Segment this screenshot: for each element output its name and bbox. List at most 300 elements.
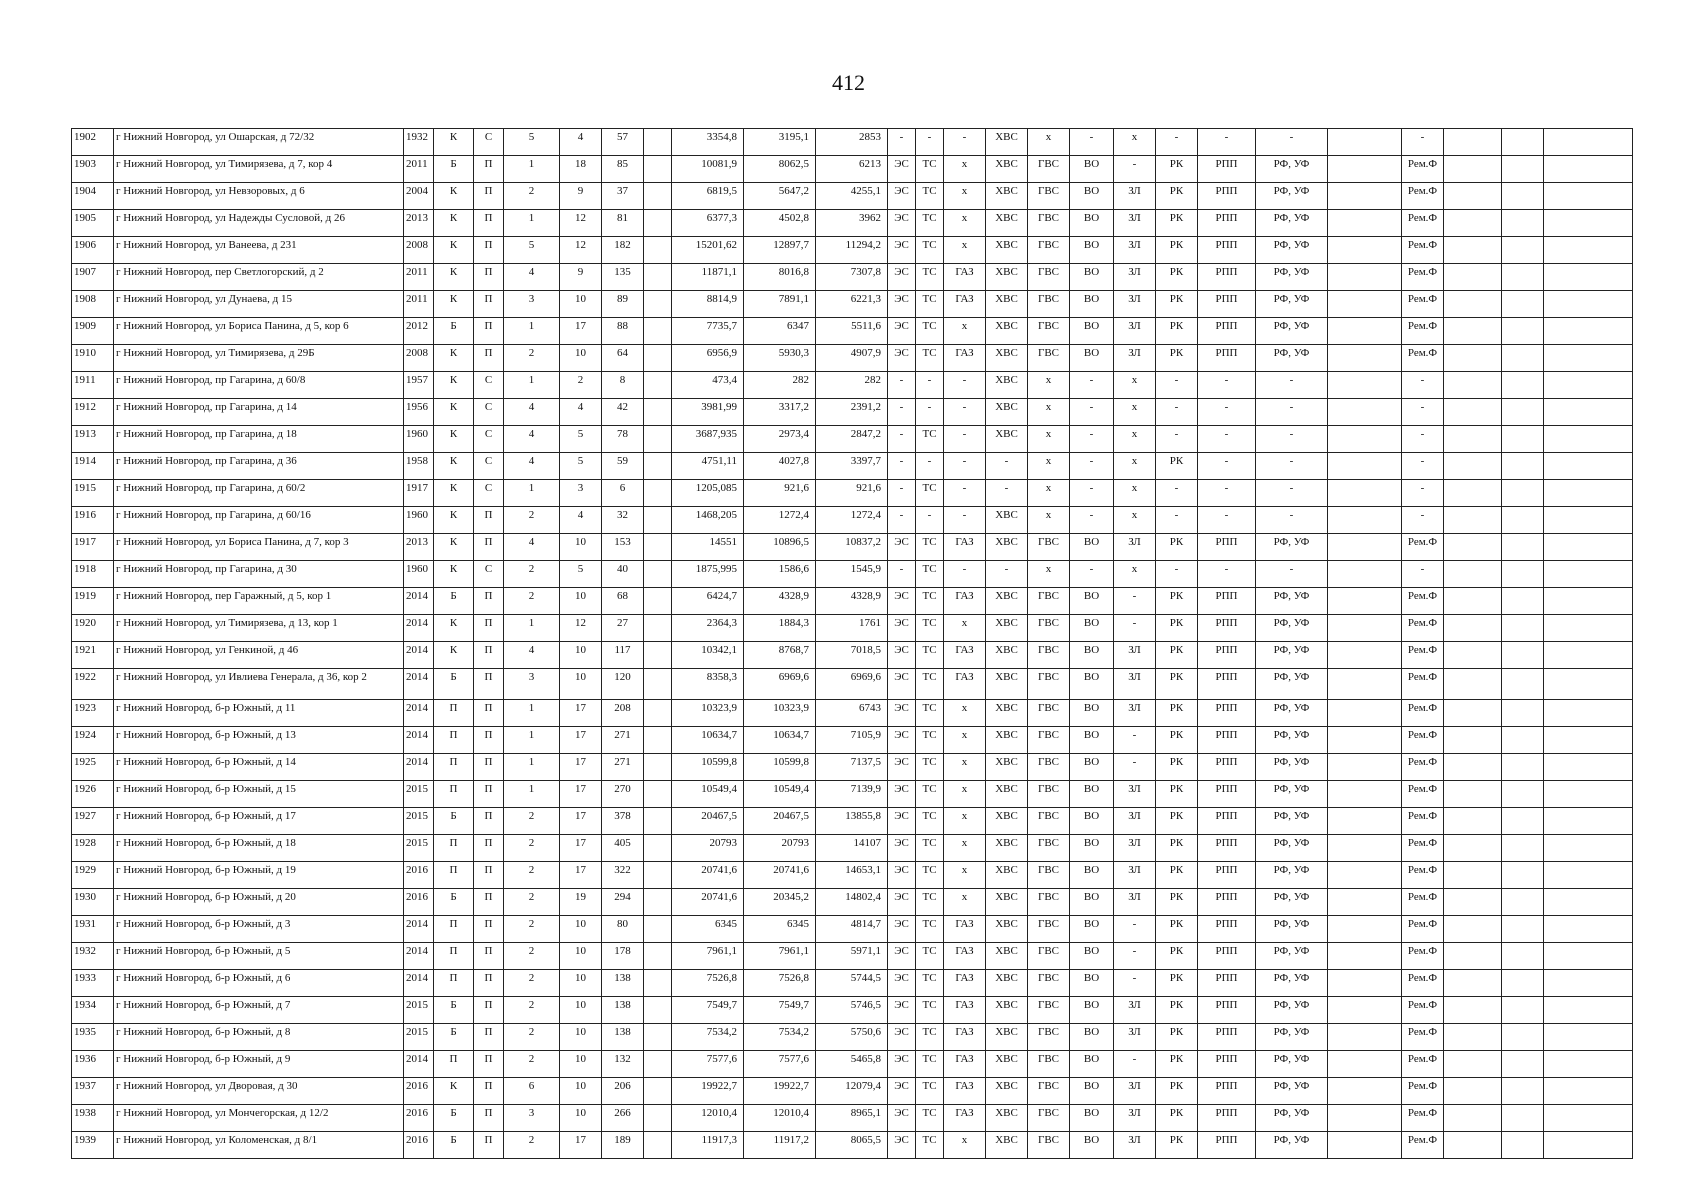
table-cell	[1444, 210, 1502, 237]
table-cell: 5750,6	[816, 1024, 888, 1051]
table-cell: 1	[504, 700, 560, 727]
table-cell: 4751,11	[672, 453, 744, 480]
table-cell	[1544, 1078, 1633, 1105]
table-cell	[1444, 889, 1502, 916]
table-cell: РК	[1156, 781, 1198, 808]
table-cell: П	[474, 1051, 504, 1078]
table-cell: ГАЗ	[944, 534, 986, 561]
table-row	[72, 318, 1633, 345]
table-cell: ЭС	[888, 835, 916, 862]
table-cell: ЗЛ	[1114, 1078, 1156, 1105]
table-cell: х	[944, 889, 986, 916]
table-cell: РФ, УФ	[1256, 808, 1328, 835]
table-cell: Рем.Ф	[1402, 345, 1444, 372]
table-cell: 1932	[72, 943, 114, 970]
table-cell: ХВС	[986, 156, 1028, 183]
table-cell: г Нижний Новгород, ул Ванеева, д 231	[114, 237, 404, 264]
table-cell: ГВС	[1028, 642, 1070, 669]
table-cell: 2014	[404, 727, 434, 754]
table-cell: 5465,8	[816, 1051, 888, 1078]
table-cell: х	[1114, 372, 1156, 399]
table-cell: РК	[1156, 345, 1198, 372]
table-cell: -	[986, 453, 1028, 480]
table-cell: ВО	[1070, 669, 1114, 700]
table-cell: 12079,4	[816, 1078, 888, 1105]
table-cell	[644, 129, 672, 156]
table-cell: П	[474, 156, 504, 183]
table-cell: -	[888, 372, 916, 399]
table-cell: 138	[602, 1024, 644, 1051]
table-cell: -	[1156, 129, 1198, 156]
table-cell	[1502, 943, 1544, 970]
table-cell: ВО	[1070, 318, 1114, 345]
table-cell: ВО	[1070, 642, 1114, 669]
table-cell: 6969,6	[816, 669, 888, 700]
table-cell: 3	[504, 1105, 560, 1132]
table-cell	[1502, 642, 1544, 669]
table-cell: П	[474, 943, 504, 970]
table-cell: ХВС	[986, 997, 1028, 1024]
table-row	[72, 727, 1633, 754]
table-cell: 7961,1	[672, 943, 744, 970]
table-cell: г Нижний Новгород, б-р Южный, д 3	[114, 916, 404, 943]
table-cell	[1328, 835, 1402, 862]
table-cell: 5744,5	[816, 970, 888, 997]
table-cell	[1502, 970, 1544, 997]
table-cell: 4	[560, 507, 602, 534]
table-cell: 7577,6	[672, 1051, 744, 1078]
table-cell: ГВС	[1028, 237, 1070, 264]
table-cell: х	[944, 754, 986, 781]
table-cell: Рем.Ф	[1402, 997, 1444, 1024]
table-cell	[1502, 781, 1544, 808]
table-cell: 7549,7	[744, 997, 816, 1024]
table-cell: П	[434, 970, 474, 997]
table-cell: ВО	[1070, 1024, 1114, 1051]
table-cell: -	[1198, 480, 1256, 507]
table-cell: П	[434, 727, 474, 754]
table-cell: -	[1402, 372, 1444, 399]
table-cell: г Нижний Новгород, ул Мончегорская, д 12/2	[114, 1105, 404, 1132]
table-cell	[1544, 970, 1633, 997]
table-cell	[1544, 727, 1633, 754]
table-cell: РПП	[1198, 1105, 1256, 1132]
table-cell: -	[944, 129, 986, 156]
table-cell	[1444, 835, 1502, 862]
table-cell: 282	[816, 372, 888, 399]
table-cell: ТС	[916, 835, 944, 862]
table-cell	[1502, 399, 1544, 426]
table-cell: РПП	[1198, 997, 1256, 1024]
table-cell: РФ, УФ	[1256, 345, 1328, 372]
table-cell: ГВС	[1028, 534, 1070, 561]
table-cell: 1930	[72, 889, 114, 916]
table-cell: Рем.Ф	[1402, 781, 1444, 808]
table-cell: ВО	[1070, 808, 1114, 835]
table-cell: 10	[560, 669, 602, 700]
table-cell: 88	[602, 318, 644, 345]
table-cell: ЭС	[888, 997, 916, 1024]
table-cell: ТС	[916, 426, 944, 453]
table-cell: г Нижний Новгород, ул Тимирязева, д 7, кор 4	[114, 156, 404, 183]
table-cell: 1	[504, 615, 560, 642]
table-cell: г Нижний Новгород, б-р Южный, д 11	[114, 700, 404, 727]
table-cell: 2	[504, 183, 560, 210]
table-cell: 1921	[72, 642, 114, 669]
table-cell: ГВС	[1028, 615, 1070, 642]
table-cell: 8	[602, 372, 644, 399]
table-cell	[1502, 264, 1544, 291]
table-cell: 10549,4	[672, 781, 744, 808]
table-cell: ЭС	[888, 669, 916, 700]
table-cell: г Нижний Новгород, б-р Южный, д 8	[114, 1024, 404, 1051]
table-cell: Рем.Ф	[1402, 916, 1444, 943]
table-cell: ГВС	[1028, 264, 1070, 291]
table-cell	[1444, 943, 1502, 970]
table-cell: Рем.Ф	[1402, 318, 1444, 345]
table-cell: 6213	[816, 156, 888, 183]
table-cell: РПП	[1198, 318, 1256, 345]
table-cell: ЗЛ	[1114, 318, 1156, 345]
table-cell	[1502, 997, 1544, 1024]
table-cell: П	[434, 862, 474, 889]
table-cell: 2015	[404, 781, 434, 808]
table-cell: 1919	[72, 588, 114, 615]
table-cell: 8814,9	[672, 291, 744, 318]
table-row	[72, 862, 1633, 889]
table-cell: РФ, УФ	[1256, 183, 1328, 210]
table-cell: 2014	[404, 700, 434, 727]
table-cell: 4907,9	[816, 345, 888, 372]
table-cell: РФ, УФ	[1256, 588, 1328, 615]
table-cell: РФ, УФ	[1256, 318, 1328, 345]
table-cell: 10837,2	[816, 534, 888, 561]
table-cell: 6819,5	[672, 183, 744, 210]
table-cell: 1917	[404, 480, 434, 507]
table-cell: -	[1070, 561, 1114, 588]
table-cell: -	[944, 453, 986, 480]
table-cell: 132	[602, 1051, 644, 1078]
table-cell: 10	[560, 1051, 602, 1078]
table-cell	[1328, 916, 1402, 943]
table-row	[72, 291, 1633, 318]
table-row	[72, 916, 1633, 943]
table-cell	[1502, 183, 1544, 210]
table-cell: РПП	[1198, 156, 1256, 183]
table-cell: ХВС	[986, 345, 1028, 372]
table-cell: -	[1256, 372, 1328, 399]
table-cell: 7307,8	[816, 264, 888, 291]
table-cell: 2014	[404, 588, 434, 615]
table-cell: РК	[1156, 615, 1198, 642]
table-cell: 2	[504, 943, 560, 970]
table-cell: К	[434, 426, 474, 453]
table-cell: 1	[504, 156, 560, 183]
table-cell: ЗЛ	[1114, 291, 1156, 318]
table-cell: ГАЗ	[944, 997, 986, 1024]
table-cell: 2014	[404, 669, 434, 700]
table-cell: 11294,2	[816, 237, 888, 264]
table-cell: 2016	[404, 1105, 434, 1132]
table-cell: ЗЛ	[1114, 997, 1156, 1024]
table-cell	[1544, 345, 1633, 372]
table-cell: РФ, УФ	[1256, 291, 1328, 318]
table-cell: 3317,2	[744, 399, 816, 426]
table-cell	[1444, 264, 1502, 291]
table-cell: 40	[602, 561, 644, 588]
table-cell	[644, 835, 672, 862]
table-cell: ВО	[1070, 943, 1114, 970]
table-cell: х	[1028, 399, 1070, 426]
table-cell	[1544, 264, 1633, 291]
table-cell: 1960	[404, 561, 434, 588]
table-cell: -	[916, 372, 944, 399]
table-cell	[1544, 1132, 1633, 1159]
table-cell: ХВС	[986, 781, 1028, 808]
table-cell	[1502, 561, 1544, 588]
table-cell: ГВС	[1028, 700, 1070, 727]
table-cell	[1502, 507, 1544, 534]
table-cell	[1444, 399, 1502, 426]
table-cell: г Нижний Новгород, пер Светлогорский, д 2	[114, 264, 404, 291]
table-cell: 2391,2	[816, 399, 888, 426]
table-cell: ЭС	[888, 588, 916, 615]
table-cell: ГВС	[1028, 1024, 1070, 1051]
table-cell	[1444, 129, 1502, 156]
table-cell: -	[1114, 1051, 1156, 1078]
table-cell: ГАЗ	[944, 588, 986, 615]
table-cell: РПП	[1198, 669, 1256, 700]
table-cell: ГАЗ	[944, 943, 986, 970]
table-cell: ЗЛ	[1114, 835, 1156, 862]
table-cell: 1917	[72, 534, 114, 561]
table-cell: -	[888, 453, 916, 480]
table-cell: ЭС	[888, 642, 916, 669]
table-cell	[1544, 210, 1633, 237]
table-cell: ХВС	[986, 1051, 1028, 1078]
table-cell: Рем.Ф	[1402, 889, 1444, 916]
table-cell: 3	[504, 291, 560, 318]
table-cell: 4	[504, 426, 560, 453]
table-cell: 1586,6	[744, 561, 816, 588]
table-cell	[1544, 399, 1633, 426]
table-cell: 1205,085	[672, 480, 744, 507]
table-cell	[1502, 1078, 1544, 1105]
table-cell: 322	[602, 862, 644, 889]
table-cell	[644, 453, 672, 480]
table-cell	[1444, 183, 1502, 210]
table-cell: -	[1070, 507, 1114, 534]
table-cell: г Нижний Новгород, б-р Южный, д 18	[114, 835, 404, 862]
table-cell: ЭС	[888, 264, 916, 291]
table-cell: 12	[560, 210, 602, 237]
table-cell: 2853	[816, 129, 888, 156]
table-cell: г Нижний Новгород, б-р Южный, д 19	[114, 862, 404, 889]
table-cell	[1502, 615, 1544, 642]
table-cell: 182	[602, 237, 644, 264]
table-cell: П	[474, 1132, 504, 1159]
table-cell: ХВС	[986, 426, 1028, 453]
table-cell: -	[1198, 129, 1256, 156]
table-cell	[1544, 997, 1633, 1024]
table-cell	[1328, 318, 1402, 345]
table-cell: 138	[602, 970, 644, 997]
table-cell: ВО	[1070, 156, 1114, 183]
table-cell: -	[1402, 453, 1444, 480]
table-cell: ЗЛ	[1114, 534, 1156, 561]
table-cell: Рем.Ф	[1402, 1132, 1444, 1159]
table-cell: х	[944, 210, 986, 237]
table-cell: 1	[504, 781, 560, 808]
table-cell: ТС	[916, 210, 944, 237]
table-cell: -	[1198, 372, 1256, 399]
table-cell: 8065,5	[816, 1132, 888, 1159]
table-cell: 6377,3	[672, 210, 744, 237]
table-row	[72, 534, 1633, 561]
table-cell: П	[474, 615, 504, 642]
table-cell: ГВС	[1028, 1105, 1070, 1132]
table-cell: -	[888, 561, 916, 588]
table-cell: К	[434, 345, 474, 372]
table-cell: 2014	[404, 754, 434, 781]
table-cell: 1920	[72, 615, 114, 642]
table-cell: Рем.Ф	[1402, 291, 1444, 318]
table-cell: х	[1028, 129, 1070, 156]
table-cell	[1502, 835, 1544, 862]
table-cell: 59	[602, 453, 644, 480]
table-cell: 2	[504, 561, 560, 588]
table-cell: 3	[560, 480, 602, 507]
table-cell: 85	[602, 156, 644, 183]
table-cell: П	[474, 781, 504, 808]
table-cell: ГВС	[1028, 754, 1070, 781]
table-cell: ХВС	[986, 399, 1028, 426]
table-cell	[1544, 916, 1633, 943]
table-cell: -	[1402, 129, 1444, 156]
table-cell: ЭС	[888, 1132, 916, 1159]
table-cell: 1910	[72, 345, 114, 372]
table-cell: 2	[504, 970, 560, 997]
table-cell: ТС	[916, 1024, 944, 1051]
table-cell: 10	[560, 1105, 602, 1132]
table-cell: 5647,2	[744, 183, 816, 210]
table-cell: 1761	[816, 615, 888, 642]
table-cell: 10	[560, 534, 602, 561]
table-cell	[1502, 345, 1544, 372]
table-cell: ТС	[916, 1105, 944, 1132]
table-cell: 1	[504, 318, 560, 345]
table-cell: 1468,205	[672, 507, 744, 534]
table-cell: РПП	[1198, 916, 1256, 943]
table-cell: 20793	[744, 835, 816, 862]
table-cell: 2014	[404, 642, 434, 669]
table-cell: 1957	[404, 372, 434, 399]
table-cell: 17	[560, 862, 602, 889]
table-cell: х	[1028, 426, 1070, 453]
table-row	[72, 399, 1633, 426]
table-row	[72, 970, 1633, 997]
table-cell: ВО	[1070, 727, 1114, 754]
table-cell: г Нижний Новгород, пр Гагарина, д 60/16	[114, 507, 404, 534]
table-cell: 8965,1	[816, 1105, 888, 1132]
table-cell	[1544, 1105, 1633, 1132]
table-cell: х	[944, 615, 986, 642]
table-cell	[644, 534, 672, 561]
table-cell: ТС	[916, 727, 944, 754]
table-cell: ГАЗ	[944, 916, 986, 943]
table-cell	[1328, 426, 1402, 453]
table-cell: 1545,9	[816, 561, 888, 588]
table-cell: П	[474, 835, 504, 862]
table-cell: К	[434, 453, 474, 480]
table-cell	[1502, 916, 1544, 943]
table-cell	[1502, 1051, 1544, 1078]
table-cell: 1904	[72, 183, 114, 210]
table-cell: П	[474, 970, 504, 997]
table-cell: 11871,1	[672, 264, 744, 291]
table-cell: ЭС	[888, 156, 916, 183]
table-cell: г Нижний Новгород, ул Дунаева, д 15	[114, 291, 404, 318]
table-cell: 14802,4	[816, 889, 888, 916]
table-cell: 1918	[72, 561, 114, 588]
table-cell: ХВС	[986, 291, 1028, 318]
table-cell: г Нижний Новгород, пр Гагарина, д 14	[114, 399, 404, 426]
table-cell	[1328, 237, 1402, 264]
table-cell: ВО	[1070, 588, 1114, 615]
table-cell: 206	[602, 1078, 644, 1105]
table-cell: х	[1114, 426, 1156, 453]
table-cell: х	[1028, 372, 1070, 399]
table-cell: РФ, УФ	[1256, 754, 1328, 781]
table-row	[72, 889, 1633, 916]
table-cell: РПП	[1198, 835, 1256, 862]
table-cell: РПП	[1198, 534, 1256, 561]
table-cell: П	[474, 669, 504, 700]
table-row	[72, 997, 1633, 1024]
table-cell: П	[474, 808, 504, 835]
table-cell: П	[474, 237, 504, 264]
table-cell: 15201,62	[672, 237, 744, 264]
table-cell: ГВС	[1028, 156, 1070, 183]
table-cell: ТС	[916, 291, 944, 318]
table-cell: РК	[1156, 453, 1198, 480]
table-cell: РПП	[1198, 345, 1256, 372]
table-cell: ЭС	[888, 727, 916, 754]
table-cell: ЭС	[888, 943, 916, 970]
table-cell	[1502, 453, 1544, 480]
table-cell: 7577,6	[744, 1051, 816, 1078]
table-cell: Рем.Ф	[1402, 1024, 1444, 1051]
table-cell: -	[1256, 426, 1328, 453]
table-cell: РПП	[1198, 754, 1256, 781]
table-cell: ХВС	[986, 916, 1028, 943]
table-cell: П	[474, 642, 504, 669]
table-cell: 1932	[404, 129, 434, 156]
table-cell: -	[1256, 453, 1328, 480]
table-cell: ХВС	[986, 889, 1028, 916]
table-cell: х	[1114, 507, 1156, 534]
table-cell: ЗЛ	[1114, 862, 1156, 889]
table-cell: г Нижний Новгород, ул Генкиной, д 46	[114, 642, 404, 669]
table-cell: РФ, УФ	[1256, 700, 1328, 727]
table-cell	[644, 943, 672, 970]
table-row	[72, 237, 1633, 264]
table-cell: 6743	[816, 700, 888, 727]
table-cell: 270	[602, 781, 644, 808]
table-cell: г Нижний Новгород, б-р Южный, д 5	[114, 943, 404, 970]
table-cell: г Нижний Новгород, ул Бориса Панина, д 7, кор 3	[114, 534, 404, 561]
table-cell: ЭС	[888, 237, 916, 264]
